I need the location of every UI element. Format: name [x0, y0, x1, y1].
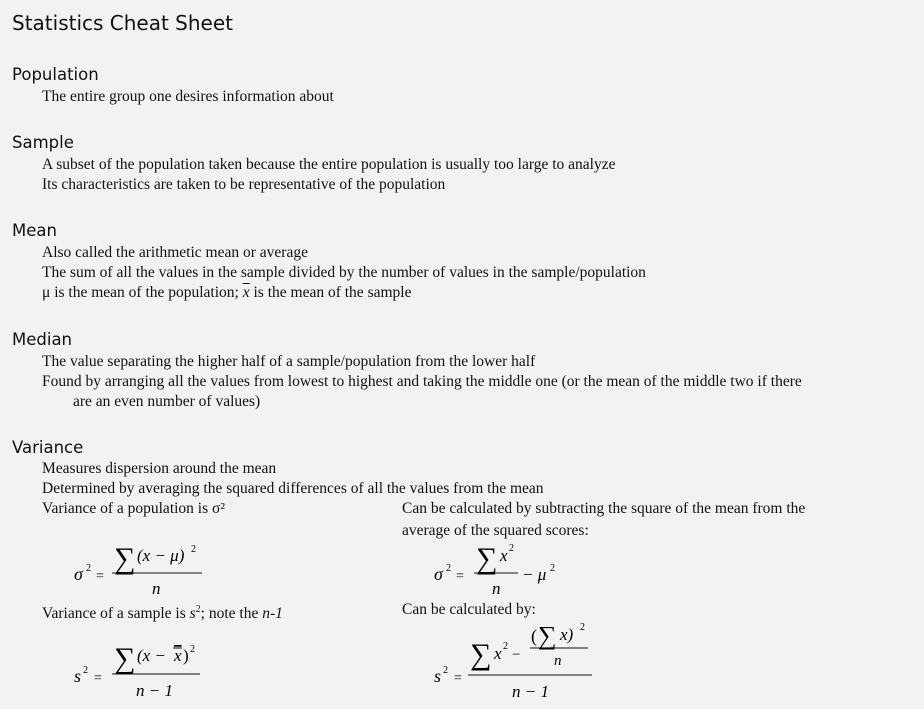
- variance-line-2: Determined by averaging the squared differences of all the values from the mean: [42, 480, 544, 497]
- sample-label-n: n-1: [262, 605, 283, 623]
- xbar-symbol: $\overline{x}$: [242, 284, 250, 301]
- inner-exponent: 2: [580, 622, 585, 633]
- sigma-symbol: σ: [74, 564, 83, 584]
- squared-exponent: 2: [446, 563, 451, 574]
- outer-x: x: [494, 644, 502, 663]
- variance-line-1: Measures dispersion around the mean: [42, 460, 277, 477]
- mean-line-1: Also called the arithmetic mean or average: [42, 244, 308, 261]
- page-title: Statistics Cheat Sheet: [12, 11, 234, 35]
- s-symbol: s: [434, 666, 442, 686]
- formula-population-variance-svg: [72, 538, 212, 600]
- inner-minus: −: [512, 647, 521, 663]
- sigma-symbol: σ: [434, 564, 443, 584]
- sum-symbol: ∑: [476, 542, 498, 575]
- equals-sign: =: [456, 569, 464, 584]
- squared-exponent: 2: [86, 563, 91, 574]
- numerator-x-minus: (x −: [137, 646, 166, 665]
- sample-label-s: s: [189, 605, 196, 623]
- heading-variance: Variance: [12, 438, 84, 457]
- xbar-text: is the mean of the sample: [249, 284, 412, 301]
- median-line-1: The value separating the higher half of a sample/population from the lower half: [42, 353, 536, 370]
- sample-label-prefix: Variance of a sample is: [42, 605, 190, 623]
- mean-line-2: The sum of all the values in the sample divided by the number of values in the sample/population: [42, 264, 646, 281]
- alt-population-label-2: average of the squared scores:: [402, 522, 589, 539]
- formula-alt-population-variance: [432, 534, 572, 605]
- heading-sample: Sample: [12, 133, 74, 152]
- sum-symbol: ∑: [114, 642, 136, 675]
- numerator-exponent: 2: [509, 543, 514, 554]
- inner-open-paren: (: [531, 626, 537, 646]
- formula-alt-sample-variance: [432, 618, 602, 709]
- mean-line-3: [42, 283, 411, 303]
- heading-median: Median: [12, 330, 73, 349]
- mu-exponent: 2: [550, 563, 555, 574]
- numerator-xbar: x: [174, 646, 182, 665]
- denominator-n: n: [492, 579, 501, 598]
- squared-exponent: 2: [83, 665, 88, 676]
- formula-sample-variance-svg: [72, 636, 212, 702]
- population-variance-label: Variance of a population is σ²: [42, 500, 226, 517]
- equals-sign: =: [96, 569, 104, 584]
- s-symbol: s: [74, 666, 82, 686]
- mu-symbol: μ: [42, 284, 51, 301]
- outer-denominator-n-minus-1: n − 1: [512, 682, 549, 701]
- sample-variance-label: [42, 600, 283, 624]
- formula-population-variance: [72, 538, 212, 605]
- mu-text: is the mean of the population;: [50, 284, 243, 301]
- formula-alt-population-variance-svg: [432, 534, 572, 600]
- equals-sign: =: [454, 671, 462, 686]
- numerator-x-minus-mu: (x − μ): [137, 546, 185, 565]
- outer-sum-symbol: ∑: [470, 638, 492, 671]
- sample-line-2: Its characteristics are taken to be representative of the population: [42, 176, 446, 193]
- formula-alt-sample-variance-svg: [432, 618, 602, 704]
- heading-population: Population: [12, 65, 99, 84]
- population-definition: The entire group one desires information about: [42, 88, 334, 105]
- sample-label-sup: 2: [195, 604, 201, 615]
- minus-mu: − μ: [522, 565, 547, 584]
- sum-symbol: ∑: [114, 542, 136, 575]
- numerator-exponent: 2: [191, 544, 196, 555]
- sample-line-1: A subset of the population taken because the entire population is usually too large to analyze: [42, 156, 616, 173]
- alt-population-label-1: Can be calculated by subtracting the square of the mean from the: [402, 500, 806, 517]
- numerator-close-paren: ): [183, 646, 189, 665]
- sample-label-mid: ; note the: [200, 605, 263, 623]
- inner-denominator-n: n: [554, 653, 562, 669]
- inner-sum-symbol: ∑: [538, 621, 557, 650]
- median-line-continuation: are an even number of values): [73, 393, 261, 410]
- denominator-n: n: [152, 579, 161, 598]
- numerator-exponent: 2: [190, 644, 195, 655]
- formula-sample-variance: [72, 636, 212, 707]
- inner-sum-x-close: x): [560, 625, 574, 644]
- heading-mean: Mean: [12, 221, 57, 240]
- outer-x-exponent: 2: [503, 641, 508, 652]
- median-line-2: Found by arranging all the values from lowest to highest and taking the middle one (or the mean of the middle two if there: [42, 373, 802, 390]
- squared-exponent: 2: [443, 665, 448, 676]
- equals-sign: =: [94, 671, 102, 686]
- numerator-x: x: [500, 546, 508, 565]
- alt-sample-label: Can be calculated by:: [402, 601, 536, 618]
- denominator-n-minus-1: n − 1: [136, 681, 173, 700]
